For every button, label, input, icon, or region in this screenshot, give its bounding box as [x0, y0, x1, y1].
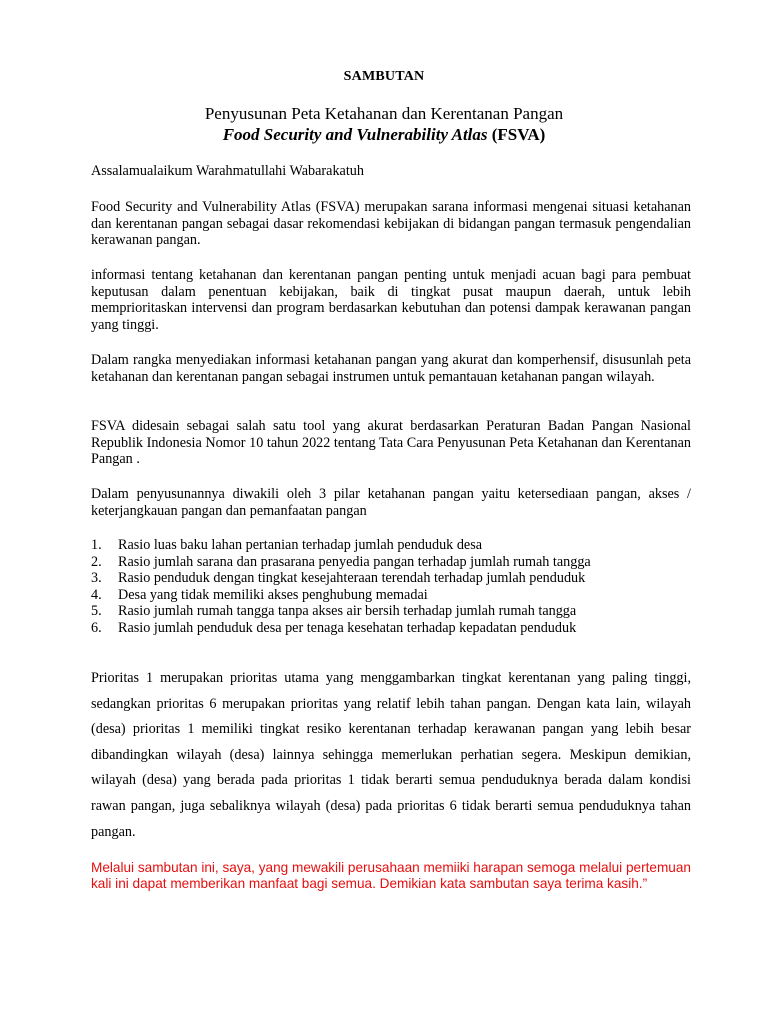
list-item-number: 3.: [91, 570, 102, 586]
list-item-number: 2.: [91, 553, 102, 570]
fsva-abbreviation: (FSVA): [487, 125, 546, 144]
list-item-text: Rasio jumlah rumah tangga tanpa akses air bersih terhadap jumlah rumah tangga: [118, 603, 577, 619]
paragraph-4: FSVA didesain sebagai salah satu tool yang akurat berdasarkan Peraturan Badan Pangan Nasional Republik Indonesia Nomor 10 tahun 2022 tentang Tata Cara Penyusunan Peta Ketahanan dan Kerentanan Pangan .: [91, 418, 691, 467]
paragraph-5: Dalam penyusunannya diwakili oleh 3 pilar ketahanan pangan yaitu ketersediaan pangan, akses / keterjangkauan pangan dan pemanfaatan pangan: [91, 486, 691, 519]
closing-remarks: Melalui sambutan ini, saya, yang mewakili perusahaan memiiki harapan semoga melalui pertemuan kali ini dapat memberikan manfaat bagi semua. Demikian kata sambutan saya terima kasih.”: [91, 860, 691, 891]
list-item: [91, 620, 691, 637]
list-item: [91, 603, 691, 620]
list-item-number: 5.: [91, 603, 102, 619]
document-title: SAMBUTAN: [343, 69, 425, 84]
indicator-list: [91, 537, 691, 636]
list-item-text: Desa yang tidak memiliki akses penghubung memadai: [118, 586, 428, 603]
list-item-number: 6.: [91, 619, 102, 636]
list-item: [91, 587, 691, 604]
list-item-number: 4.: [91, 586, 102, 603]
paragraph-6: Prioritas 1 merupakan prioritas utama yang menggambarkan tingkat kerentanan yang paling tinggi, sedangkan prioritas 6 merupakan prioritas yang relatif lebih tahan pangan. Dengan kata lain, wilayah (desa) prioritas 1 memiliki tingkat resiko kerentanan terhadap kerawanan pangan yang lebih besar dibandingkan wilayah (desa) lainnya sehingga memerlukan perhatian segera. Meskipun demikian, wilayah (desa) yang berada pada prioritas 1 tidak berarti semua penduduknya berada dalam kondisi rawan pangan, juga sebaliknya wilayah (desa) pada prioritas 6 tidak berarti semua penduduknya tahan pangan.: [91, 670, 691, 840]
list-item-text: Rasio luas baku lahan pertanian terhadap jumlah penduduk desa: [118, 537, 483, 553]
document-subtitle: Penyusunan Peta Ketahanan dan Kerentanan Pangan: [204, 104, 564, 123]
fsva-full-name: Food Security and Vulnerability Atlas: [222, 125, 488, 144]
list-item: [91, 554, 691, 571]
paragraph-1: Food Security and Vulnerability Atlas (FSVA) merupakan sarana informasi mengenai situasi ketahanan dan kerentanan pangan sebagai dasar rekomendasi kebijakan di bidangan pangan termasuk pengendalian kerawanan pangan.: [91, 199, 691, 248]
list-item: [91, 570, 691, 587]
list-item-text: Rasio jumlah sarana dan prasarana penyedia pangan terhadap jumlah rumah tangga: [118, 553, 591, 570]
document-subtitle-fsva: [0, 125, 768, 145]
list-item-number: 1.: [91, 537, 102, 553]
list-item-text: Rasio penduduk dengan tingkat kesejahteraan terendah terhadap jumlah penduduk: [118, 570, 586, 586]
paragraph-3: Dalam rangka menyediakan informasi ketahanan pangan yang akurat dan komperhensif, disusunlah peta ketahanan dan kerentanan pangan sebagai instrumen untuk pemantauan ketahanan pangan wilayah.: [91, 352, 691, 385]
paragraph-2: informasi tentang ketahanan dan kerentanan pangan penting untuk menjadi acuan bagi para pembuat keputusan dalam penentuan kebijakan, baik di tingkat pusat maupun daerah, untuk lebih memprioritaskan intervensi dan program berdasarkan kebutuhan dan potensi dampak kerawanan pangan yang tinggi.: [91, 267, 691, 333]
greeting: Assalamualaikum Warahmatullahi Wabarakatuh: [91, 163, 364, 179]
list-item-text: Rasio jumlah penduduk desa per tenaga kesehatan terhadap kepadatan penduduk: [118, 619, 577, 636]
list-item: [91, 537, 691, 554]
